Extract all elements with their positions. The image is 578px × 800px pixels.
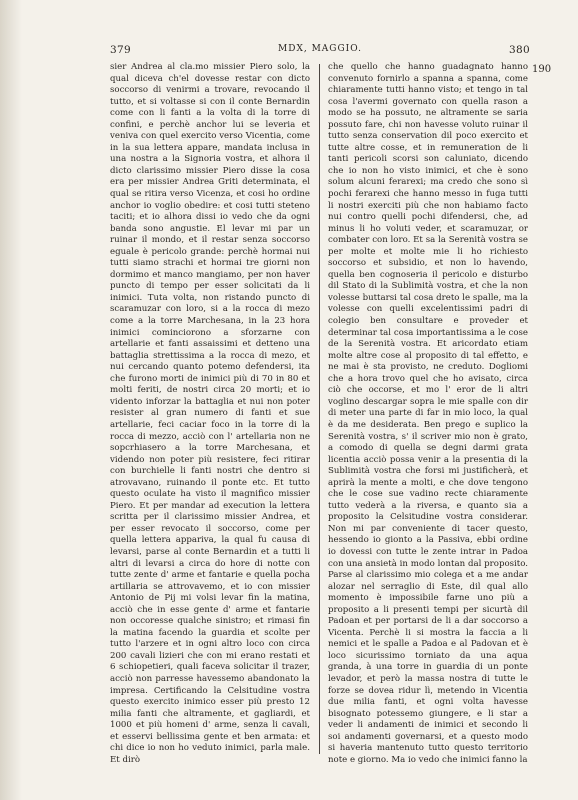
page-header bbox=[110, 44, 530, 60]
margin-column-number: 190 bbox=[532, 64, 552, 75]
page-gutter-shadow bbox=[0, 0, 22, 800]
left-column-text: sier Andrea al cla.mo missier Piero solo, la qual diceva ch'el dovesse restar con dicto soccorso di venirmi a trovare, revocando il tutto, et si voltasse si con il conte Bernardin come con li fanti a la volta di la torre di confini, e perchè anchor lui se leveria et veniva con quel exercito verso Vicentia, come in la sua lettera appare, mandata inclusa in una nostra a la Signoria vostra, et alhora il dicto clarissimo missier Piero disse la cosa era per missier Andrea Griti determinata, el qual se ritira verso Vicenza, et cosi ho ordine anchor io voglio obedire: et cosi tutti steteno taciti; et io alhora dissi io vedo che da ogni banda sono angustie. El levar mi par un ruinar il mondo, et il restar senza soccorso eguale è pericolo grande: perchè hormai nui tutti siamo strachi et hormai tre giorni non dormimo et manco mangiamo, per non haver puncto di tempo per esser solicitati da li inimici. Tuta volta, non ristando puncto di scaramuzar con loro, si a la rocca di mezo come a la torre Marchesana, in la 23 hora inimici cominciorono a sforzarne con artellarie et fanti assaissimi et detteno una battaglia strettissima a la rocca di mezo, et nui cercando quanto potemo defendersi, ita che furono morti de inimici più di 70 in 80 et molti feriti, de nostri circa 20 morti; et io vidento inforzar la battaglia et nui non poter resister al gran numero di fanti et sue artellarie, feci caciar foco in la torre di la rocca di mezzo, acciò con l' artellaria non ne sopcrhiasero a la torre Marchesana, et videndo non poter più resistere, feci ritirar con burchielle li fanti nostri che dentro si atrovavano, ruinando il ponte etc. Et tutto questo oculate ha visto il magnifico missier Piero. Et per mandar ad execution la lettera scritta per il clarissimo missier Andrea, et per esser revocato il soccorso, come per quella lettera appariva, la qual fu causa di levarsi, parse al conte Bernardin et a tutti li altri di levarsi a circa do hore di notte con tutte zente d' arme et fantarie e quella pocha artillaria se attrovavemo, et io con missier Antonio de Pij mi volsi levar fin la matina, acciò che in esse gente d' arme et fantarie non occoresse qualche sinistro; et rimasi fin la matina facendo la guardia et scolte per tutto l'arzere et in ogni altro loco con circa 200 cavali lizieri che con mi erano restati et 6 schiopetieri, quali faceva solicitar il trazer, acciò non parresse havessemo abandonato la impresa. Certificando la Celsitudine vostra questo exercito inimico esser più presto 12 milia fanti che altramente, et gagliardi, et 1000 et più homeni d' arme, senza li cavali, et esservi bellissima gente et ben armata: et chi dice io non ho veduto inimici, parla male. Et dirò bbox=[110, 62, 310, 765]
running-title: MDX, MAGGIO. bbox=[278, 44, 362, 54]
text-column-left bbox=[110, 62, 310, 766]
text-column-right bbox=[328, 62, 528, 766]
column-divider bbox=[319, 64, 320, 754]
page-number-right: 380 bbox=[509, 44, 530, 56]
page-number-left: 379 bbox=[110, 44, 131, 56]
right-column-text: che quello che hanno guadagnato hanno convenuto fornirlo a spanna a spanna, come chiaramente tutti hanno visto; et tengo in tal cosa l'avermi governato con quella rason a modo se ha possuto, ne altramente se saria possuto fare, chi non havesse voluto ruinar il tutto senza conservation dil poco exercito et tutte altre cosse, et in remuneration de li tanti pericoli scorsi son caluniato, dicendo che io non ho visto inimici, et che è sono solum alcuni ferarexi; ma credo che sono sì pochi ferarexi che hanno messo in fuga tutti li nostri exerciti più che non habiamo facto nui contro quelli pochi difendersi, che, ad minus li ho voluti veder, et scaramuzar, or combater con loro. Et sa la Serenità vostra se per molte et molte mie li ho richiesto soccorso et subsidio, et non lo havendo, quella ben cognoseria il pericolo e disturbo dil Stato di la Sublimità vostra, et che la non volesse buttarsi tal cosa dreto le spalle, ma la volesse con quelli excelentissimi padri di colegio ben consultare e proveder et determinar tal cosa importantissima a le cose de la Serenità vostra. Et aricordato etiam molte altre cose al proposito di tal effetto, e ne mai è sta provisto, ne creduto. Dogliomi che a hora trovo quel che ho avisato, circa ciò che occorse, et mo l' eror de li altri voglino descargar sopra le mie spalle con dir di meter una parte di far in mio loco, la qual è da me desiderata. Ben prego e suplico la Serenità vostra, s' il scriver mio non è grato, a comodo di quella se degni darmi grata licentia acciò possa venir a la presentia di la Sublimità vostra che forsi mi justificherà, et aprirà la mente a molti, e che dove tengono che le cose sue vadino recte chiaramente tutto vederà a la riversa, e quanto sia a proposito la Celsitudine vostra considerar. Non mi par conveniente di tacer questo, hessendo io gionto a la Passiva, ebbi ordine io dovessi con tutte le zente intrar in Padoa con una ansietà in modo lontan dal proposito. Parse al clarissimo mio colega et a me andar alozar nel serraglio di Este, dil qual allo momento è impossibile farne uno più a proposito a li presenti tempi per sicurtà dil Padoan et per portarsi de li a dar soccorso a Vicenta. Perchè li si mostra la faccia a li nemici et le spalle a Padoa e al Padovan et è loco sicurissimo torniato da una aqua granda, à una torre in guardia di un ponte levador, et però la massa nostra di tutte le forze se dovea ridur lì, metendo in Vicentia due milia fanti, et ogni volta havesse bisognato potessemo giungere, e li star a veder li andamenti de inimici et secondo li soi andamenti governarsi, et a questo modo si haveria mantenuto tutto questo territorio note e giorno. Ma io vedo che inimici fanno la bbox=[328, 62, 528, 765]
